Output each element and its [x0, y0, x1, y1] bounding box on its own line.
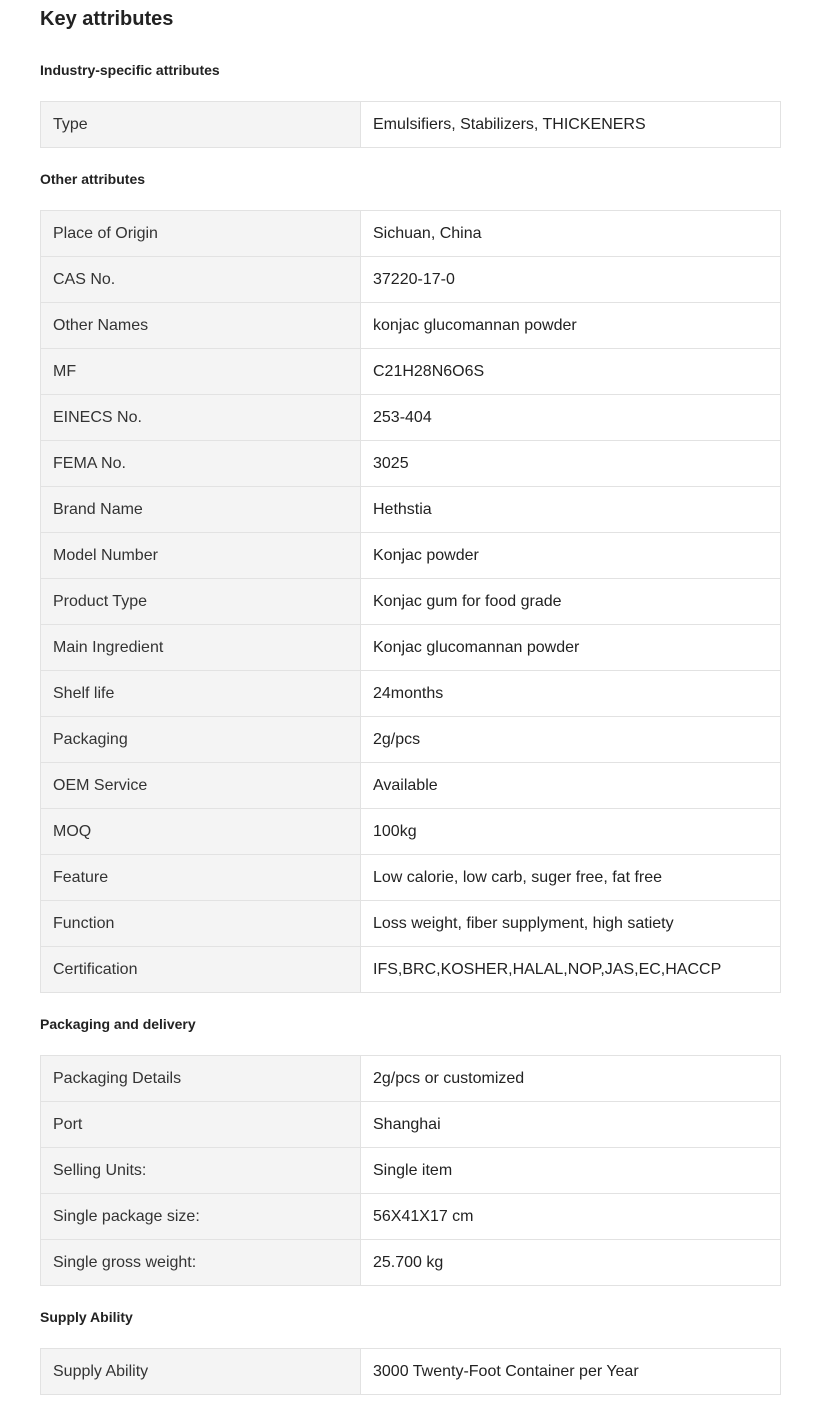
attribute-value: Loss weight, fiber supplyment, high satiety	[361, 901, 781, 947]
table-row	[41, 487, 781, 533]
section-title-other-attributes: Other attributes	[40, 171, 146, 187]
table-row	[41, 947, 781, 993]
attribute-label: CAS No.	[41, 257, 361, 303]
attribute-label: Selling Units:	[41, 1148, 361, 1194]
attribute-label: Single package size:	[41, 1194, 361, 1240]
table-row	[41, 102, 781, 148]
attribute-label: Main Ingredient	[41, 625, 361, 671]
attribute-label: Shelf life	[41, 671, 361, 717]
table-row	[41, 625, 781, 671]
table-row	[41, 533, 781, 579]
attribute-label: Type	[41, 102, 361, 148]
attribute-label: Brand Name	[41, 487, 361, 533]
attribute-value: Konjac glucomannan powder	[361, 625, 781, 671]
table-row	[41, 1194, 781, 1240]
section-title-industry-specific-attributes: Industry-specific attributes	[40, 62, 220, 78]
attribute-label: Packaging	[41, 717, 361, 763]
attribute-label: MOQ	[41, 809, 361, 855]
attribute-value: konjac glucomannan powder	[361, 303, 781, 349]
table-row	[41, 211, 781, 257]
table-row	[41, 809, 781, 855]
section-title-packaging-and-delivery: Packaging and delivery	[40, 1016, 196, 1032]
attribute-label: MF	[41, 349, 361, 395]
table-row	[41, 1240, 781, 1286]
attributes-table-supply-ability	[40, 1348, 781, 1395]
table-row	[41, 763, 781, 809]
attribute-value: 3025	[361, 441, 781, 487]
table-row	[41, 1349, 781, 1395]
attribute-label: OEM Service	[41, 763, 361, 809]
table-row	[41, 855, 781, 901]
attribute-label: Product Type	[41, 579, 361, 625]
table-row	[41, 441, 781, 487]
table-row	[41, 1056, 781, 1102]
attribute-value: 100kg	[361, 809, 781, 855]
attribute-value: Low calorie, low carb, suger free, fat free	[361, 855, 781, 901]
attribute-value: 56X41X17 cm	[361, 1194, 781, 1240]
attribute-value: Available	[361, 763, 781, 809]
attribute-sections	[40, 40, 781, 1395]
attribute-value: 25.700 kg	[361, 1240, 781, 1286]
attribute-value: 24months	[361, 671, 781, 717]
section-title-supply-ability: Supply Ability	[40, 1309, 133, 1325]
attributes-table-industry-specific-attributes	[40, 101, 781, 148]
attribute-label: Function	[41, 901, 361, 947]
table-row	[41, 717, 781, 763]
attribute-value: Konjac gum for food grade	[361, 579, 781, 625]
attribute-value: 253-404	[361, 395, 781, 441]
table-row	[41, 1102, 781, 1148]
attribute-value: 2g/pcs	[361, 717, 781, 763]
attribute-value: Konjac powder	[361, 533, 781, 579]
table-row	[41, 1148, 781, 1194]
attribute-label: Port	[41, 1102, 361, 1148]
attribute-label: Other Names	[41, 303, 361, 349]
attribute-label: Supply Ability	[41, 1349, 361, 1395]
attribute-label: FEMA No.	[41, 441, 361, 487]
table-row	[41, 349, 781, 395]
attribute-label: Place of Origin	[41, 211, 361, 257]
attribute-value: Shanghai	[361, 1102, 781, 1148]
attribute-value: 2g/pcs or customized	[361, 1056, 781, 1102]
attribute-value: Hethstia	[361, 487, 781, 533]
attribute-label: Feature	[41, 855, 361, 901]
attribute-label: Single gross weight:	[41, 1240, 361, 1286]
attribute-value: 37220-17-0	[361, 257, 781, 303]
attribute-label: Model Number	[41, 533, 361, 579]
attribute-value: C21H28N6O6S	[361, 349, 781, 395]
table-row	[41, 395, 781, 441]
page-title: Key attributes	[40, 8, 174, 30]
attribute-label: Certification	[41, 947, 361, 993]
attribute-value: 3000 Twenty-Foot Container per Year	[361, 1349, 781, 1395]
attribute-value: Single item	[361, 1148, 781, 1194]
attribute-value: IFS,BRC,KOSHER,HALAL,NOP,JAS,EC,HACCP	[361, 947, 781, 993]
attribute-value: Emulsifiers, Stabilizers, THICKENERS	[361, 102, 781, 148]
table-row	[41, 303, 781, 349]
table-row	[41, 901, 781, 947]
attribute-label: EINECS No.	[41, 395, 361, 441]
attribute-value: Sichuan, China	[361, 211, 781, 257]
table-row	[41, 257, 781, 303]
attributes-table-other-attributes	[40, 210, 781, 993]
table-row	[41, 671, 781, 717]
attribute-label: Packaging Details	[41, 1056, 361, 1102]
table-row	[41, 579, 781, 625]
attributes-table-packaging-and-delivery	[40, 1055, 781, 1286]
